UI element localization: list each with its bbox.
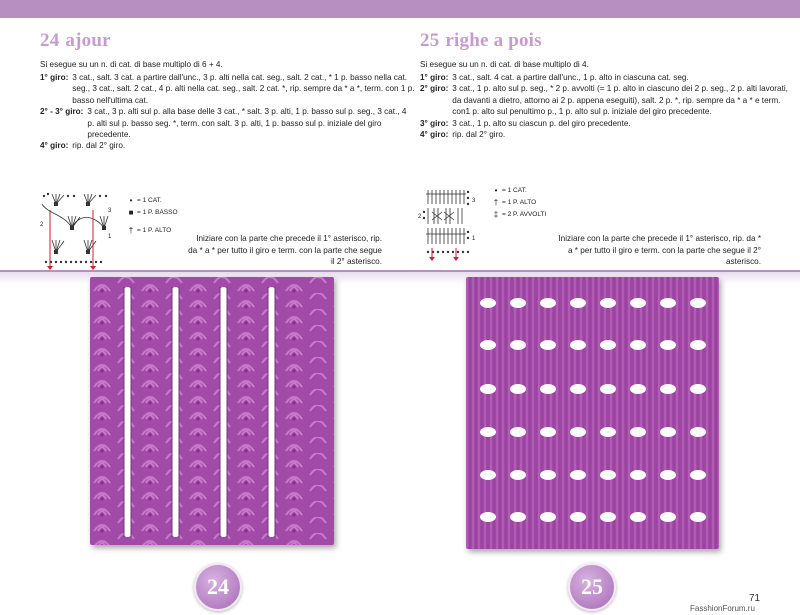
- svg-text:2: 2: [418, 214, 422, 220]
- eyelet: [630, 298, 646, 308]
- row-label: 1° giro:: [420, 73, 449, 82]
- instruction-row: [40, 140, 415, 151]
- eyelet: [630, 512, 646, 522]
- eyelet: [660, 384, 676, 394]
- instruction-row: [420, 72, 795, 83]
- eyelet: [540, 427, 556, 437]
- pattern-25-note: Iniziare con la parte che precede il 1° asterisco, rip. da * a * per tutto il giro e term. con la parte che segue il 2° asterisco.: [558, 234, 761, 267]
- legend-single-crochet: ■ = 1 P. BASSO: [128, 207, 178, 217]
- eyelet: [600, 340, 616, 350]
- row-label: 3° giro:: [420, 118, 449, 128]
- row-label: 2° giro:: [420, 84, 449, 94]
- eyelet: [480, 470, 496, 480]
- svg-text:2: 2: [40, 222, 44, 228]
- eyelet: [690, 470, 706, 480]
- svg-text:3: 3: [108, 208, 112, 214]
- legend-double-crochet: † = 1 P. ALTO: [493, 197, 537, 207]
- pattern-24-badge: 24: [194, 563, 242, 611]
- eyelet: [600, 298, 616, 308]
- instruction-row: [420, 118, 795, 129]
- eyelet: [570, 512, 586, 522]
- page-number: 71: [749, 593, 761, 604]
- eyelet: [690, 384, 706, 394]
- eyelet: [540, 512, 556, 522]
- row-text: rip. dal 2° giro.: [452, 130, 506, 140]
- pattern-25-intro: Si esegue su un n. di cat. di base multiplo di 4.: [420, 60, 589, 69]
- eyelet: [660, 298, 676, 308]
- eyelet: [630, 470, 646, 480]
- legend-chain: • = 1 CAT.: [129, 195, 162, 205]
- eyelet: [690, 512, 706, 522]
- pattern-24-text: [40, 30, 415, 152]
- legend-chain: • = 1 CAT.: [494, 185, 527, 195]
- svg-text:1: 1: [108, 234, 112, 240]
- row-label: 4° giro:: [420, 130, 449, 140]
- row-text: 3 cat., salt. 3 cat. a partire dall'unc., 3 p. alti nella cat. seg., salt. 2 cat., * 1 p. basso nella cat. seg., 3 cat., salt. 2 cat., 4 p. alti nella cat. seg., salt. 2 cat. *, rip. sempre da * a *, term. con 1 p. basso nell'ultima cat.: [72, 73, 415, 105]
- pattern-24-title: 24 ajour: [40, 30, 111, 51]
- eyelet: [690, 340, 706, 350]
- swatch-24-photo: [90, 277, 334, 545]
- row-label: 4° giro:: [40, 141, 69, 151]
- pattern-25-title: 25 righe a pois: [420, 30, 542, 51]
- eyelet: [570, 298, 586, 308]
- eyelet: [690, 298, 706, 308]
- legend-double-crochet: † = 1 P. ALTO: [128, 225, 172, 235]
- row-text: 3 cat., 3 p. alti sul p. alla base delle 3 cat., * salt. 3 p. alti, 1 p. basso sul p. seg., 3 cat., 4 p. alti sul p. basso seg. *, term. con salt. 3 p. alti, 1 p. basso sul p. iniziale del giro precedente.: [87, 107, 407, 140]
- eyelet: [690, 427, 706, 437]
- eyelet: [600, 384, 616, 394]
- pattern-25-legend: [490, 184, 546, 220]
- eyelet: [600, 512, 616, 522]
- pattern-25-chart-diagram: [418, 186, 494, 262]
- eyelet: [510, 512, 526, 522]
- pattern-25-badge: 25: [568, 563, 616, 611]
- row-text: 3 cat., 1 p. alto sul p. seg., * 2 p. avvolti (= 1 p. alto in ciascuno dei 2 p. seg., 2 p. alti lavorati, da davanti a dietro, attorno ai 2 p. appena eseguiti), salt. 2 p. *, rip. sempre da * a * e term. con1 p. alto sul penultimo p., 1 p. alto sul p. iniziale del giro precedente.: [452, 84, 788, 117]
- pattern-25-text: [420, 30, 795, 140]
- eyelet: [480, 384, 496, 394]
- eyelet: [570, 384, 586, 394]
- eyelet: [660, 427, 676, 437]
- eyelet: [480, 427, 496, 437]
- top-color-band: [0, 0, 800, 18]
- eyelet: [540, 340, 556, 350]
- svg-text:1: 1: [472, 236, 476, 242]
- eyelet: [510, 384, 526, 394]
- row-label: 2° - 3° giro:: [40, 107, 84, 117]
- row-text: rip. dal 2° giro.: [72, 141, 126, 151]
- eyelet: [600, 470, 616, 480]
- swatch-25-photo: [466, 277, 719, 549]
- svg-text:3: 3: [472, 198, 476, 204]
- eyelet: [660, 512, 676, 522]
- instruction-row: [420, 83, 795, 117]
- eyelet: [630, 384, 646, 394]
- eyelet: [570, 340, 586, 350]
- watermark: FasshionForum.ru: [690, 604, 755, 613]
- instruction-row: [40, 106, 415, 140]
- eyelet: [540, 384, 556, 394]
- pattern-24-note: Iniziare con la parte che precede il 1° asterisco, rip. da * a * per tutto il giro e term. con la parte che segue il 2° asterisco.: [188, 234, 382, 267]
- eyelet: [570, 470, 586, 480]
- eyelet: [510, 340, 526, 350]
- eyelet: [630, 427, 646, 437]
- eyelet: [600, 427, 616, 437]
- eyelet: [510, 470, 526, 480]
- eyelet: [570, 427, 586, 437]
- eyelet: [540, 470, 556, 480]
- eyelet: [630, 340, 646, 350]
- eyelet: [510, 298, 526, 308]
- instruction-row: [420, 129, 795, 140]
- pattern-24-legend: [125, 194, 178, 236]
- eyelet: [660, 470, 676, 480]
- pattern-24-chart-diagram: [38, 190, 118, 270]
- eyelet: [540, 298, 556, 308]
- row-label: 1° giro:: [40, 73, 69, 82]
- eyelet: [480, 298, 496, 308]
- row-text: 3 cat., 1 p. alto su ciascun p. del giro precedente.: [452, 118, 631, 128]
- eyelet: [660, 340, 676, 350]
- instruction-row: [40, 72, 415, 106]
- pattern-24-intro: Si esegue su un n. di cat. di base multiplo di 6 + 4.: [40, 60, 223, 69]
- row-text: 3 cat., salt. 4 cat. a partire dall'unc., 1 p. alto in ciascuna cat. seg.: [452, 73, 689, 82]
- legend-crossed-double-crochet: ‡ = 2 P. AVVOLTI: [493, 209, 547, 219]
- eyelet: [480, 340, 496, 350]
- eyelet: [510, 427, 526, 437]
- eyelet: [480, 512, 496, 522]
